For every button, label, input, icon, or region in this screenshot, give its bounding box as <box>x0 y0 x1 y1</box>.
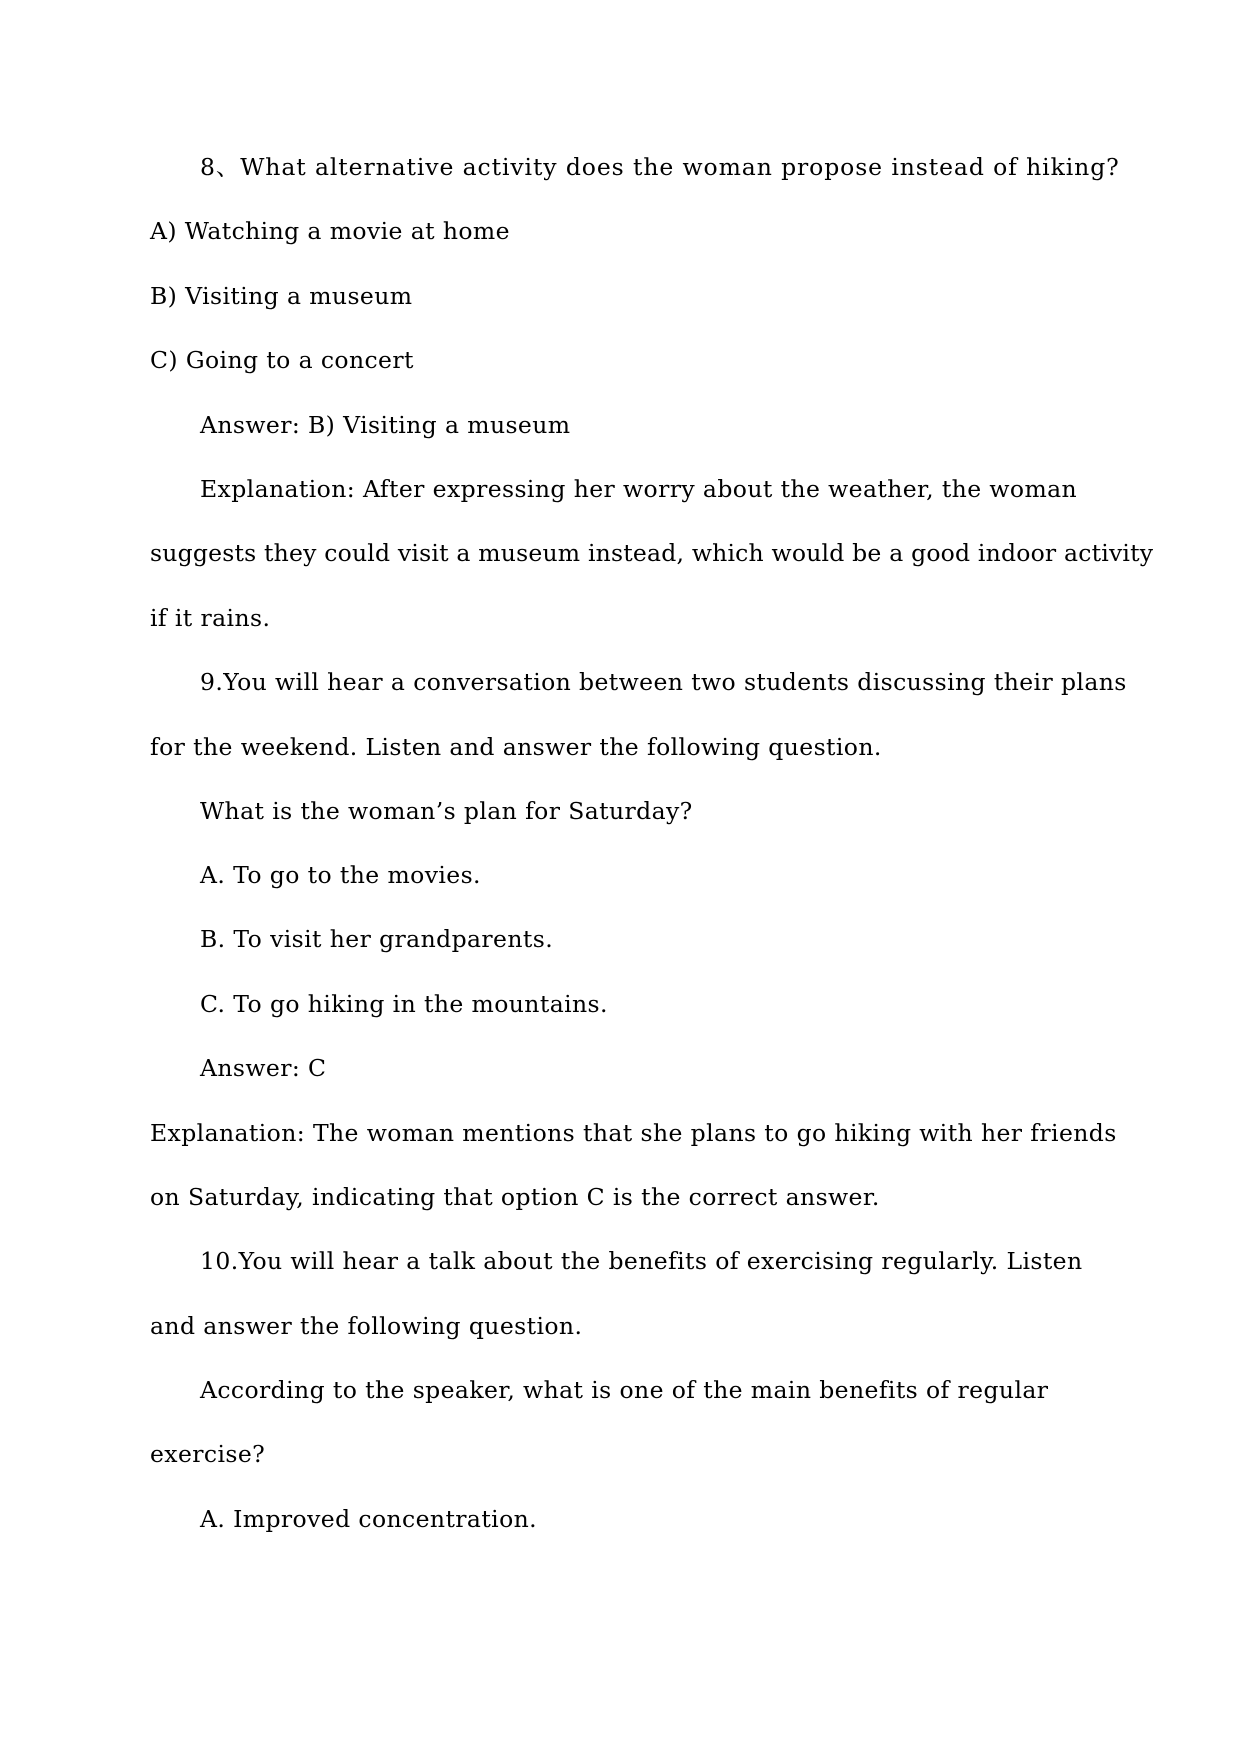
question-8-option-a: A) Watching a movie at home <box>150 217 510 245</box>
question-8-explanation-line-1: Explanation: After expressing her worry about the weather, the woman <box>200 475 1078 503</box>
question-9-explanation-line-1: Explanation: The woman mentions that she plans to go hiking with her friends <box>150 1119 1117 1147</box>
question-9-question: What is the woman’s plan for Saturday? <box>200 797 693 825</box>
question-9-answer: Answer: C <box>200 1054 327 1082</box>
question-9-prompt-line-2: for the weekend. Listen and answer the following question. <box>150 733 882 761</box>
question-8-explanation-line-3: if it rains. <box>150 604 271 632</box>
question-10-prompt-line-1: 10.You will hear a talk about the benefits of exercising regularly. Listen <box>200 1247 1083 1275</box>
question-9-prompt-line-1: 9.You will hear a conversation between two students discussing their plans <box>200 668 1127 696</box>
question-10-prompt-line-2: and answer the following question. <box>150 1312 583 1340</box>
question-9-option-b: B. To visit her grandparents. <box>200 925 554 953</box>
question-9-explanation-line-2: on Saturday, indicating that option C is the correct answer. <box>150 1183 880 1211</box>
question-10-question-line-1: According to the speaker, what is one of the main benefits of regular <box>200 1376 1049 1404</box>
question-8-text: 8、What alternative activity does the woman propose instead of hiking? <box>200 153 1120 181</box>
question-8-explanation-line-2: suggests they could visit a museum instead, which would be a good indoor activity <box>150 539 1154 567</box>
question-8-answer: Answer: B) Visiting a museum <box>200 411 571 439</box>
question-8-option-c: C) Going to a concert <box>150 346 414 374</box>
question-9-option-c: C. To go hiking in the mountains. <box>200 990 608 1018</box>
question-10-option-a: A. Improved concentration. <box>200 1505 538 1533</box>
question-8-option-b: B) Visiting a museum <box>150 282 413 310</box>
question-9-option-a: A. To go to the movies. <box>200 861 481 889</box>
question-10-question-line-2: exercise? <box>150 1440 266 1468</box>
